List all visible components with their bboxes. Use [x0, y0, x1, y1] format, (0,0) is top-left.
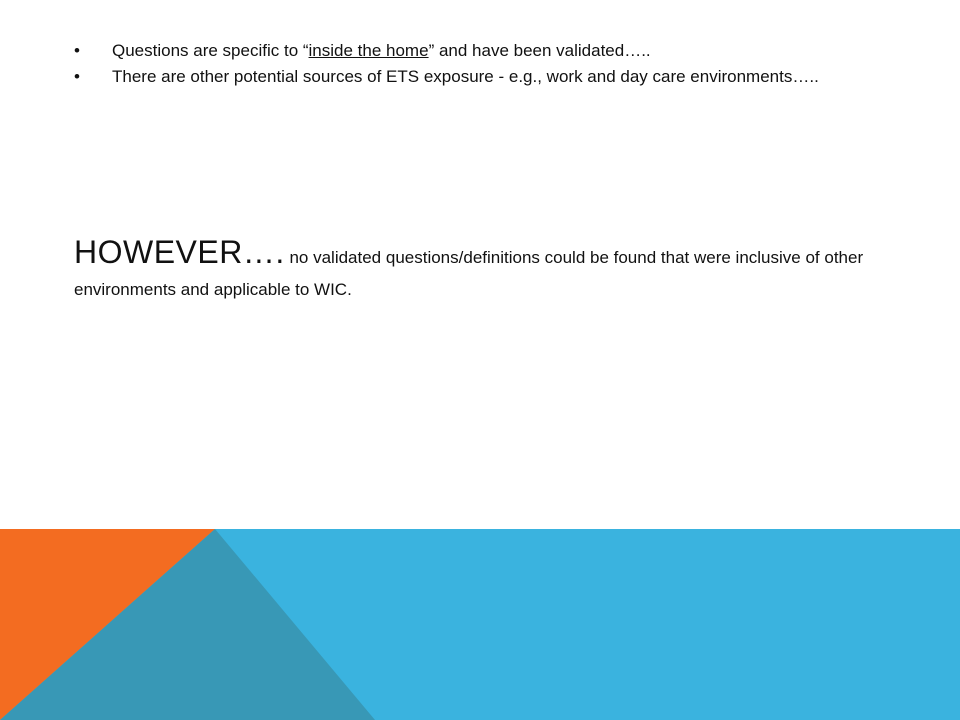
bullet-list — [74, 38, 834, 90]
decorative-color-band — [0, 529, 960, 720]
bullet-text: There are other potential sources of ETS exposure - e.g., work and day care environments….. — [112, 67, 819, 86]
bullet-marker: • — [74, 41, 80, 60]
however-heading: HOWEVER…. — [74, 234, 285, 270]
however-paragraph — [74, 236, 864, 306]
bullet-marker: • — [74, 67, 80, 86]
bullet-text-after: ” and have been validated….. — [428, 41, 651, 60]
however-text: no validated questions/definitions could be found that were inclusive of other environments and applicable to WIC. — [74, 248, 864, 299]
bullet-item-questions — [74, 38, 834, 64]
bullet-text-underlined: inside the home — [308, 41, 429, 60]
bullet-text-before: Questions are specific to “ — [112, 41, 309, 60]
bullet-item-other-sources — [74, 64, 834, 90]
